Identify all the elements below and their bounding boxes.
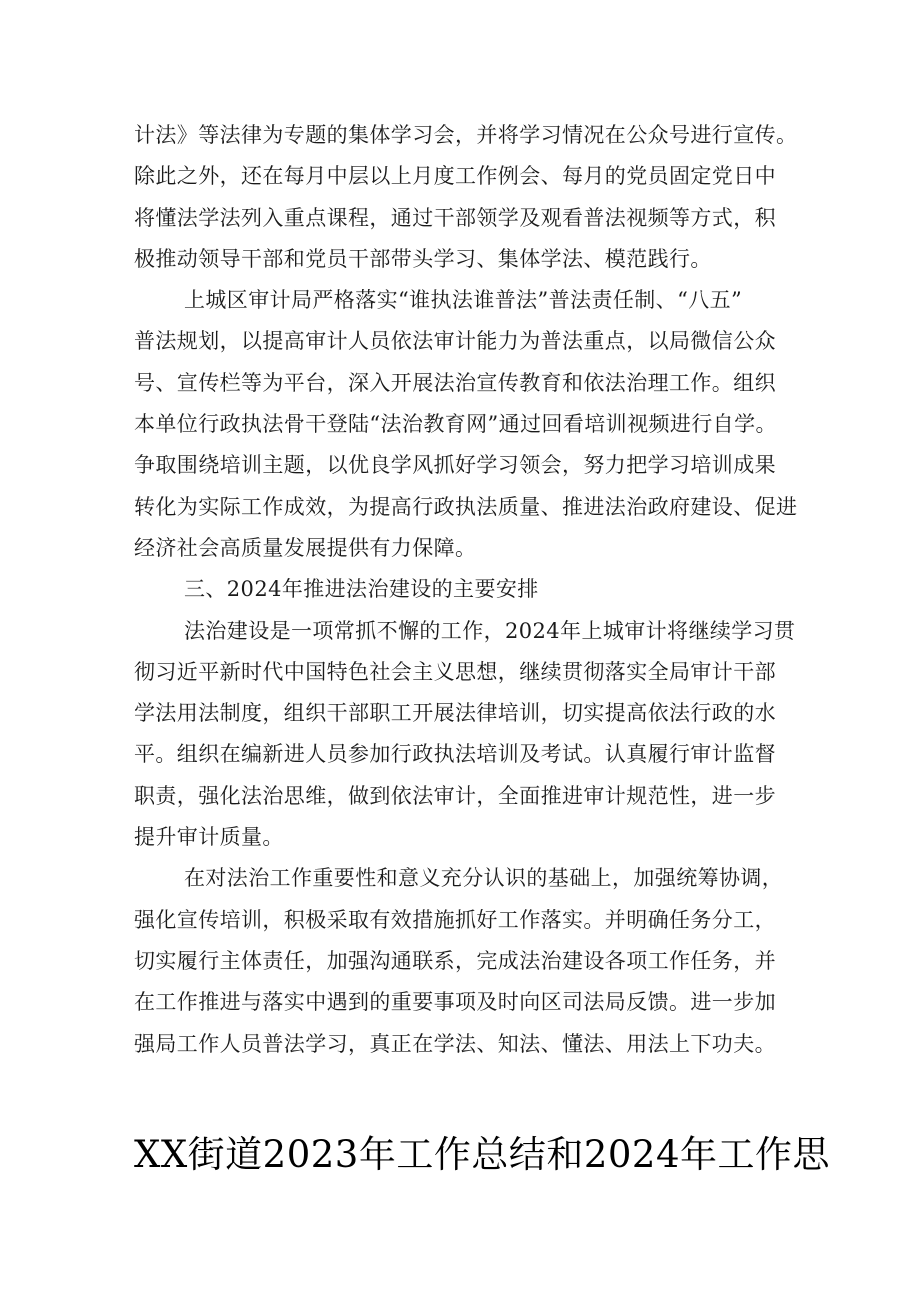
- text-line: 在对法治工作重要性和意义充分认识的基础上，加强统筹协调，: [184, 866, 784, 891]
- text-line: 法治建设是一项常抓不懈的工作，2024年上城审计将继续学习贯: [184, 618, 796, 643]
- paragraph: [134, 858, 794, 1064]
- section-heading-text: 三、2024年推进法治建设的主要安排: [184, 577, 539, 602]
- text-line: 号、宣传栏等为平台，深入开展法治宣传教育和依法治理工作。组织: [134, 370, 776, 395]
- text-line: 职责，强化法治思维，做到依法审计，全面推进审计规范性，进一步: [134, 783, 776, 808]
- text-line: 本单位行政执法骨干登陆“法治教育网”通过回看培训视频进行自学。: [134, 412, 777, 437]
- text-line: 经济社会高质量发展提供有力保障。: [134, 535, 477, 560]
- text-line: 强局工作人员普法学习，真正在学法、知法、懂法、用法上下功夫。: [134, 1031, 776, 1056]
- text-line: 学法用法制度，组织干部职工开展法律培训，切实提高依法行政的水: [134, 701, 776, 726]
- text-line: 切实履行主体责任，加强沟通联系，完成法治建设各项工作任务，并: [134, 948, 776, 973]
- text-line: 上城区审计局严格落实“谁执法谁普法”普法责任制、“八五”: [184, 288, 743, 313]
- document-body: [134, 115, 798, 1065]
- paragraph: [134, 611, 794, 859]
- text-line: 强化宣传培训，积极采取有效措施抓好工作落实。并明确任务分工，: [134, 907, 776, 932]
- section-heading: [134, 569, 794, 610]
- text-line: 将懂法学法列入重点课程，通过干部领学及观看普法视频等方式，积: [134, 205, 776, 230]
- next-document-title: XX街道2023年工作总结和2024年工作思: [134, 1133, 831, 1176]
- text-line: 争取围绕培训主题，以优良学风抓好学习领会，努力把学习培训成果: [134, 453, 776, 478]
- text-line: 极推动领导干部和党员干部带头学习、集体学法、模范践行。: [134, 246, 712, 271]
- text-line: 除此之外，还在每月中层以上月度工作例会、每月的党员固定党日中: [134, 164, 776, 189]
- text-line: 转化为实际工作成效，为提高行政执法质量、推进法治政府建设、促进: [134, 494, 798, 519]
- text-line: 平。组织在编新进人员参加行政执法培训及考试。认真履行审计监督: [134, 742, 776, 767]
- text-line: 彻习近平新时代中国特色社会主义思想，继续贯彻落实全局审计干部: [134, 659, 776, 684]
- text-line: 普法规划，以提高审计人员依法审计能力为普法重点，以局微信公众: [134, 329, 776, 354]
- text-line: 提升审计质量。: [134, 825, 284, 850]
- paragraph: [134, 280, 798, 569]
- text-line: 计法》等法律为专题的集体学习会，并将学习情况在公众号进行宣传。: [134, 123, 798, 147]
- text-line: 在工作推进与落实中遇到的重要事项及时向区司法局反馈。进一步加: [134, 990, 776, 1015]
- paragraph: [134, 115, 798, 280]
